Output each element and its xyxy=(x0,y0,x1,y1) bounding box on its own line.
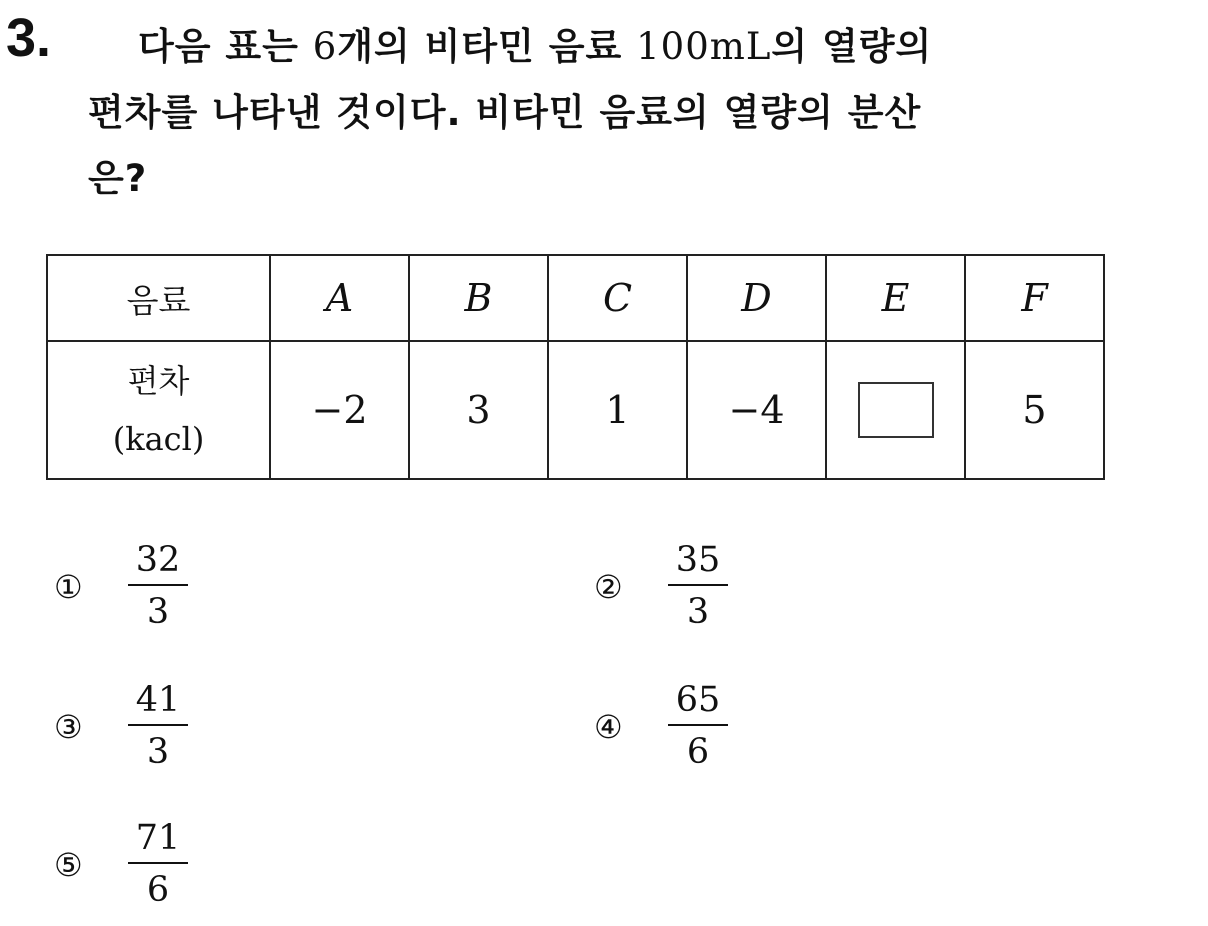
choice-marker: ③ xyxy=(54,708,83,746)
column-header-c xyxy=(548,255,687,341)
fraction-numerator: 71 xyxy=(135,818,181,858)
choice-fraction xyxy=(668,678,728,774)
question-count-value: 6 xyxy=(312,25,338,68)
deviation-value: −4 xyxy=(728,388,785,432)
deviation-table xyxy=(46,254,1105,480)
fraction-bar xyxy=(668,724,728,726)
fraction-denominator: 3 xyxy=(686,592,710,632)
table-value-row xyxy=(47,341,1104,479)
column-header-f xyxy=(965,255,1104,341)
deviation-value: 3 xyxy=(466,388,491,432)
fraction-denominator: 3 xyxy=(146,592,170,632)
choice-marker: ② xyxy=(594,568,623,606)
table-header-row xyxy=(47,255,1104,341)
column-header-e xyxy=(826,255,965,341)
fraction-numerator: 35 xyxy=(675,540,721,580)
question-volume-value: 100mL xyxy=(636,25,772,68)
value-cell-c xyxy=(548,341,687,479)
fraction-denominator: 3 xyxy=(146,732,170,772)
choice-fraction xyxy=(128,816,188,912)
value-cell-a xyxy=(270,341,409,479)
question-text xyxy=(88,14,1148,212)
choice-marker: ① xyxy=(54,568,83,606)
fraction-bar xyxy=(128,584,188,586)
fraction-bar xyxy=(128,724,188,726)
column-letter: B xyxy=(464,276,493,320)
header-label: 음료 xyxy=(126,280,191,320)
question-line-1-part-a: 다음 표는 xyxy=(138,25,313,68)
value-label-line-1: 편차 xyxy=(127,362,190,400)
fraction-numerator: 32 xyxy=(135,540,181,580)
value-cell-d xyxy=(687,341,826,479)
column-letter: A xyxy=(325,276,354,320)
choice-fraction xyxy=(128,678,188,774)
column-header-d xyxy=(687,255,826,341)
choice-fraction xyxy=(128,538,188,634)
deviation-value: 5 xyxy=(1022,388,1047,432)
header-label-cell xyxy=(47,255,270,341)
choice-marker: ⑤ xyxy=(54,846,83,884)
question-line-2: 편차를 나타낸 것이다. 비타민 음료의 열량의 분산 xyxy=(88,91,922,134)
fraction-numerator: 65 xyxy=(675,680,721,720)
value-label-line-2: (kacl) xyxy=(112,420,205,458)
column-header-a xyxy=(270,255,409,341)
fraction-denominator: 6 xyxy=(146,870,170,910)
deviation-value: −2 xyxy=(311,388,368,432)
fraction-bar xyxy=(668,584,728,586)
choice-fraction xyxy=(668,538,728,634)
column-letter: C xyxy=(602,276,633,320)
question-line-1-part-c: 의 열량의 xyxy=(771,25,933,68)
column-header-b xyxy=(409,255,548,341)
value-cell-b xyxy=(409,341,548,479)
column-letter: D xyxy=(741,276,772,320)
question-number: 3. xyxy=(6,8,52,68)
choice-marker: ④ xyxy=(594,708,623,746)
value-cell-f xyxy=(965,341,1104,479)
value-label-cell xyxy=(47,341,270,479)
question-line-1-part-b: 개의 비타민 음료 xyxy=(337,25,637,68)
value-cell-e xyxy=(826,341,965,479)
column-letter: F xyxy=(1021,276,1048,320)
question-line-3: 은? xyxy=(88,157,148,200)
deviation-value: 1 xyxy=(605,388,630,432)
fraction-numerator: 41 xyxy=(135,680,181,720)
fraction-denominator: 6 xyxy=(686,732,710,772)
fraction-bar xyxy=(128,862,188,864)
blank-answer-box xyxy=(858,382,934,438)
column-letter: E xyxy=(881,276,910,320)
question-line-1 xyxy=(88,14,1148,80)
